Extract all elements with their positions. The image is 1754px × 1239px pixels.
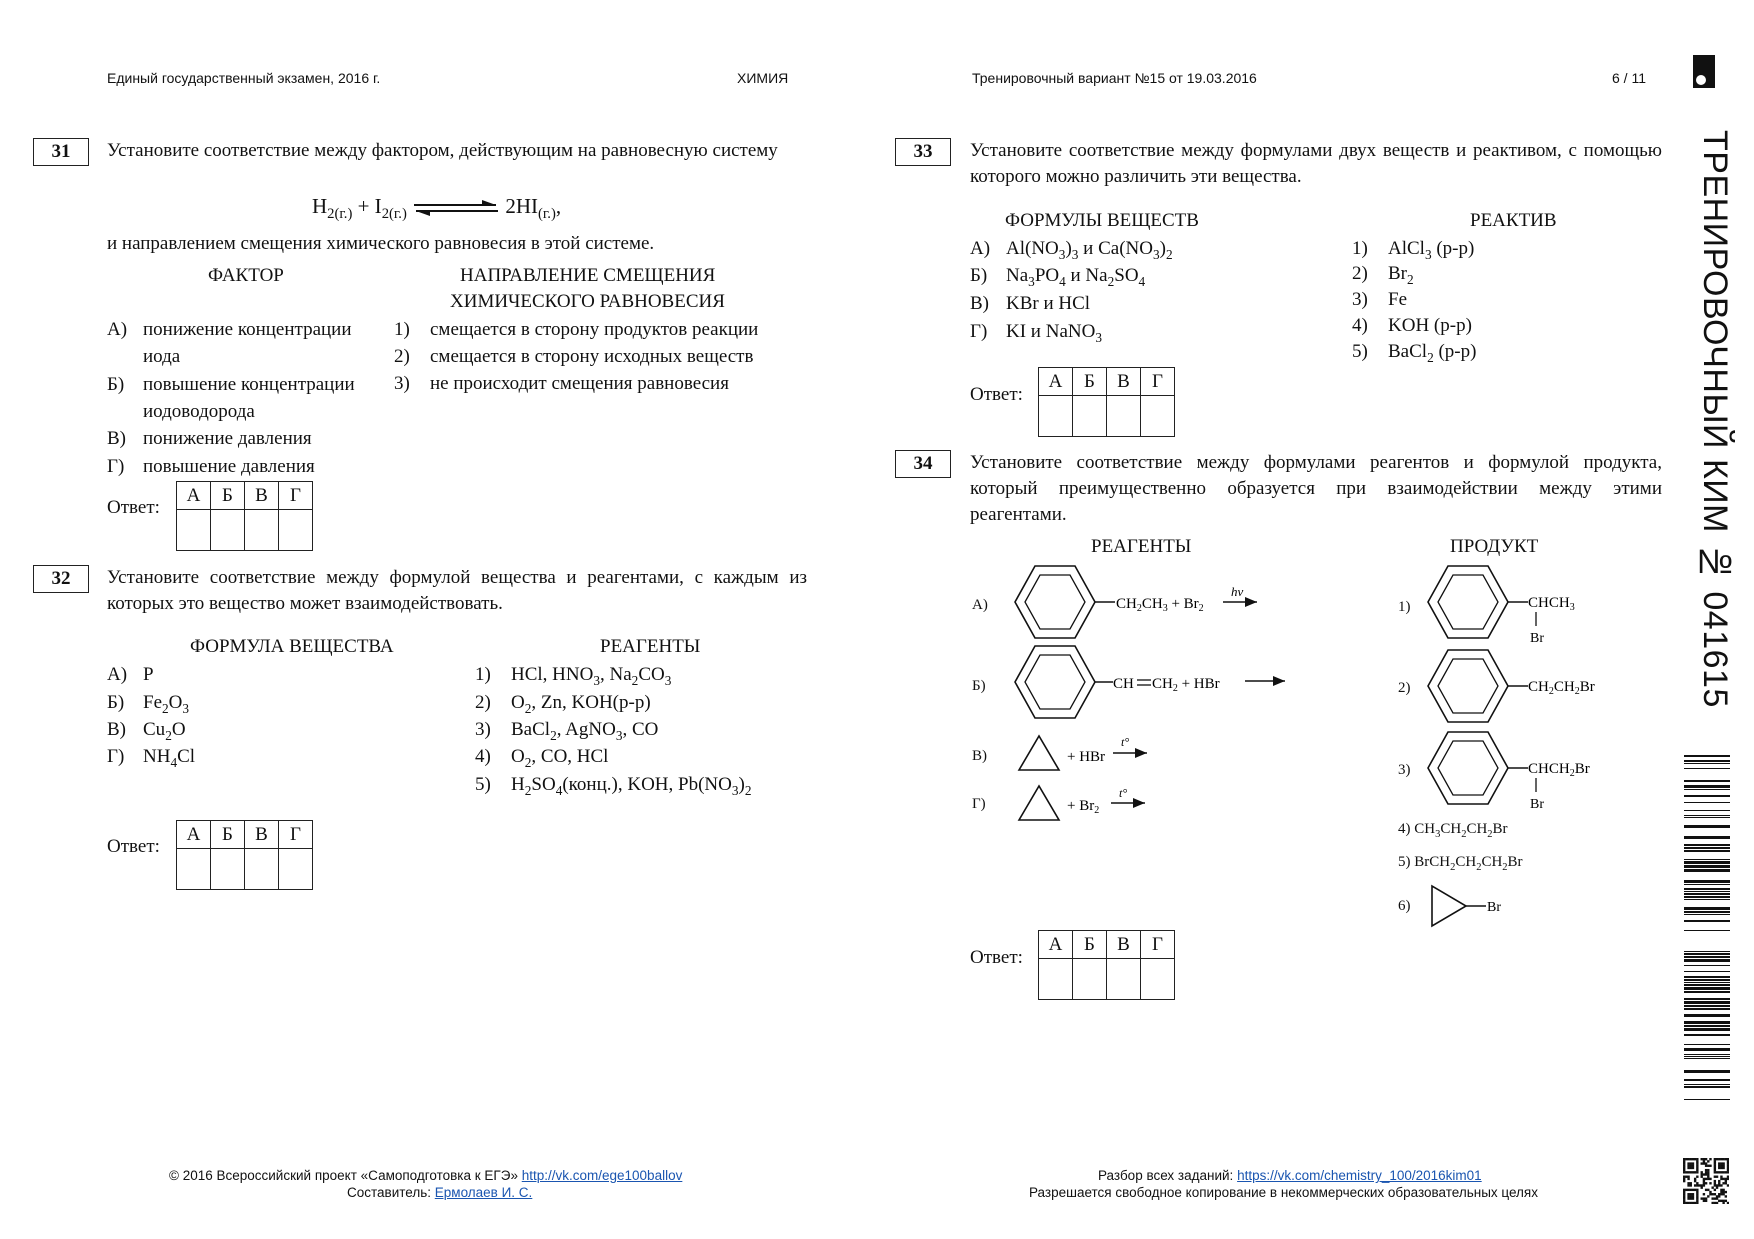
q32-item-b: Б) $Fe_2O_3$: [107, 692, 190, 716]
answer-col-v: В: [1107, 368, 1141, 396]
q33-reactive-4: 4) KOH (р-р): [1352, 315, 1472, 336]
q33-item-a: А) $Al(NO_3)_3$ и $Ca(NO_3)_2$: [970, 238, 1173, 262]
q32-item-a: А) P: [107, 664, 154, 685]
q34-reagents-structures: [995, 560, 1295, 860]
answer-cell[interactable]: [1107, 396, 1141, 437]
answer-col-g: Г: [1141, 368, 1175, 396]
q32-reagent-4: 4) $O_2$, CO, HCl: [475, 746, 609, 770]
answer-col-b: Б: [1073, 931, 1107, 959]
benzene-ring-b-icon: [1015, 646, 1113, 718]
answer-cell[interactable]: [245, 849, 279, 890]
answer-col-a: А: [1039, 368, 1073, 396]
answer-col-g: Г: [1141, 931, 1175, 959]
q34-product-label-3: 3): [1398, 762, 1411, 778]
q31-factor-a-cont: иода: [143, 346, 181, 367]
q33-item-v: В) KBr и HCl: [970, 293, 1091, 314]
q31-equation: $H_{2(г.)} + I_{2(г.)}$ $2HI_{(г.)}$,: [312, 194, 562, 223]
answer-cell[interactable]: [1073, 959, 1107, 1000]
answer-col-a: А: [1039, 931, 1073, 959]
answer-col-a: А: [177, 482, 211, 510]
footer-project-link[interactable]: http://vk.com/ege100ballov: [521, 1168, 683, 1183]
q32-reagent-3: 3) BaCl$_2$, AgNO$_3$, CO: [475, 719, 659, 743]
answer-col-v: В: [245, 482, 279, 510]
q32-answer-label: Ответ:: [107, 836, 160, 857]
q34-product-label-4: 4) $CH_3CH_2CH_2Br$: [1398, 821, 1508, 840]
svg-text:+ Br2: + $Br_2$: [1067, 798, 1100, 816]
answer-cell[interactable]: [1073, 396, 1107, 437]
svg-text:CH2CH2Br: $CH_2CH_2Br$: [1528, 679, 1595, 697]
q34-reagent-label-v: В): [972, 748, 987, 764]
q31-factor-g: Г) повышение давления: [107, 456, 315, 477]
header-exam-title: Единый государственный экзамен, 2016 г.: [107, 70, 381, 86]
barcode-icon: [1684, 755, 1730, 1100]
answer-col-g: Г: [279, 482, 313, 510]
answer-cell[interactable]: [1039, 959, 1073, 1000]
benzene-ring-a-icon: [1015, 566, 1115, 638]
q33-reactive-5: 5) BaCl$_2$ (р-р): [1352, 341, 1477, 365]
q33-reactive-3: 3) Fe: [1352, 289, 1407, 310]
q31-col-factor: ФАКТОР: [208, 265, 284, 286]
answer-cell[interactable]: [211, 510, 245, 551]
answer-cell[interactable]: [1039, 396, 1073, 437]
footer-license: Разрешается свободное копирование в некоммерческих образовательных целях: [1029, 1185, 1538, 1200]
header-variant: Тренировочный вариант №15 от 19.03.2016: [972, 70, 1257, 86]
q33-answer-table[interactable]: [1038, 367, 1175, 437]
q34-products-structures: [1420, 560, 1640, 930]
q31-direction-2: 2) смещается в сторону исходных веществ: [394, 346, 754, 367]
q34-reagent-label-g: Г): [972, 796, 986, 812]
answer-col-v: В: [245, 821, 279, 849]
answer-cell[interactable]: [1141, 959, 1175, 1000]
svg-text:CH2CH3 + Br2: $CH_2CH_3 + Br_2$: [1116, 596, 1204, 614]
q34-reagent-label-b: Б): [972, 678, 986, 694]
footer-project: © 2016 Всероссийский проект «Самоподготовка к ЕГЭ» http://vk.com/ege100ballov: [169, 1168, 683, 1183]
svg-text:Br: Br: [1487, 900, 1501, 915]
footer-author: Составитель: Ермолаев И. С.: [347, 1185, 533, 1200]
answer-cell[interactable]: [1107, 959, 1141, 1000]
q32-col-reagents: РЕАГЕНТЫ: [600, 636, 701, 657]
svg-text:+ HBr: + HBr: [1067, 749, 1106, 765]
footer-analysis: Разбор всех заданий: https://vk.com/chemistry_100/2016kim01: [1098, 1168, 1482, 1183]
q34-product-label-5: 5) $BrCH_2CH_2CH_2Br$: [1398, 854, 1523, 873]
q31-factor-b-cont: иодоводорода: [143, 401, 255, 422]
answer-cell[interactable]: [177, 849, 211, 890]
q32-item-v: В) $Cu_2O$: [107, 719, 186, 743]
cyclopropane-g-icon: [1019, 786, 1059, 820]
answer-col-g: Г: [279, 821, 313, 849]
q31-col-direction-1: НАПРАВЛЕНИЕ СМЕЩЕНИЯ: [460, 265, 716, 286]
answer-col-a: А: [177, 821, 211, 849]
q34-product-label-2: 2): [1398, 680, 1411, 696]
footer-author-link[interactable]: Ермолаев И. С.: [434, 1185, 533, 1200]
q31-factor-a: А) понижение концентрации: [107, 319, 352, 340]
q33-col-reactive: РЕАКТИВ: [1470, 210, 1557, 231]
q31-col-direction-2: ХИМИЧЕСКОГО РАВНОВЕСИЯ: [450, 291, 725, 312]
question-31-text: Установите соответствие между фактором, действующим на равновесную систему: [107, 140, 778, 161]
question-33-text: Установите соответствие между формулами двух веществ и реактивом, с помощью которого можно различить эти вещества.: [970, 140, 1662, 187]
svg-text:CH2 + HBr: $CH_2$ + HBr: [1152, 676, 1220, 694]
q34-col-product: ПРОДУКТ: [1450, 536, 1539, 557]
q32-col-formula: ФОРМУЛА ВЕЩЕСТВА: [190, 636, 394, 657]
answer-col-b: Б: [211, 482, 245, 510]
svg-text:t°: t°: [1121, 735, 1130, 749]
side-kim-label: ТРЕНИРОВОЧНЫЙ КИМ № 041615: [1696, 130, 1734, 708]
header-subject: ХИМИЯ: [737, 70, 789, 86]
q34-product-label-6: 6): [1398, 898, 1411, 914]
equilibrium-arrow-icon: [412, 198, 500, 218]
q32-answer-table[interactable]: [176, 820, 313, 890]
q34-product-label-1: 1): [1398, 599, 1411, 615]
q34-answer-table[interactable]: [1038, 930, 1175, 1000]
qr-code-icon: [1683, 1158, 1729, 1204]
question-31-number: 31: [33, 138, 89, 166]
answer-col-v: В: [1107, 931, 1141, 959]
question-31-text-2: и направлением смещения химического равновесия в этой системе.: [107, 233, 655, 254]
answer-cell[interactable]: [279, 849, 313, 890]
svg-text:CH: CH: [1113, 676, 1134, 692]
q31-answer-table[interactable]: [176, 481, 313, 551]
question-32-number: 32: [33, 565, 89, 593]
q33-item-g: Г) KI и NaNO$_3$: [970, 321, 1102, 345]
q33-reactive-1: 1) AlCl$_3$ (р-р): [1352, 238, 1475, 262]
q34-reagent-label-a: А): [972, 597, 988, 613]
q31-direction-3: 3) не происходит смещения равновесия: [394, 373, 729, 394]
svg-text:t°: t°: [1119, 786, 1128, 800]
q31-factor-v: В) понижение давления: [107, 428, 312, 449]
question-32-text: Установите соответствие между формулой вещества и реагентами, с каждым из которых это вещество может взаимодействовать.: [107, 567, 807, 614]
q32-item-g: Г) $NH_4Cl$: [107, 746, 196, 770]
answer-col-b: Б: [211, 821, 245, 849]
q32-reagent-5: 5) $H_2SO_4(конц.)$, KOH, $Pb(NO_3)_2$: [475, 774, 752, 798]
q33-answer-label: Ответ:: [970, 384, 1023, 405]
header-page-number: 6 / 11: [1612, 70, 1646, 86]
answer-col-b: Б: [1073, 368, 1107, 396]
answer-cell[interactable]: [245, 510, 279, 551]
question-34-number: 34: [895, 450, 951, 478]
corner-mark-icon: [1693, 55, 1715, 88]
question-34-text: Установите соответствие между формулами реагентов и формулой продукта, который преимущественно образуется при взаимодействии между этими реагентами.: [970, 452, 1662, 525]
answer-cell[interactable]: [279, 510, 313, 551]
q31-direction-1: 1) смещается в сторону продуктов реакции: [394, 319, 759, 340]
svg-text:CHCH3: $CHCH_3$: [1528, 595, 1575, 613]
answer-cell[interactable]: [177, 510, 211, 551]
q34-answer-label: Ответ:: [970, 947, 1023, 968]
footer-analysis-link[interactable]: https://vk.com/chemistry_100/2016kim01: [1237, 1168, 1482, 1183]
svg-text:CHCH2Br: $CHCH_2Br$: [1528, 761, 1590, 779]
q33-col-formulas: ФОРМУЛЫ ВЕЩЕСТВ: [1005, 210, 1199, 231]
q32-reagent-2: 2) $O_2$, Zn, KOH(р-р): [475, 692, 651, 716]
q33-item-b: Б) $Na_3PO_4$ и $Na_2SO_4$: [970, 265, 1146, 289]
svg-text:Br: Br: [1530, 631, 1544, 646]
q33-reactive-2: 2) $Br_2$: [1352, 263, 1414, 287]
svg-text:Br: Br: [1530, 797, 1544, 812]
q31-factor-b: Б) повышение концентрации: [107, 374, 355, 395]
answer-cell[interactable]: [211, 849, 245, 890]
q31-answer-label: Ответ:: [107, 497, 160, 518]
question-33-number: 33: [895, 138, 951, 166]
answer-cell[interactable]: [1141, 396, 1175, 437]
cyclopropane-v-icon: [1019, 736, 1059, 770]
svg-text:hν: hν: [1231, 584, 1244, 599]
q32-reagent-1: 1) HCl, $HNO_3$, $Na_2CO_3$: [475, 664, 672, 688]
q34-col-reagents: РЕАГЕНТЫ: [1091, 536, 1192, 557]
